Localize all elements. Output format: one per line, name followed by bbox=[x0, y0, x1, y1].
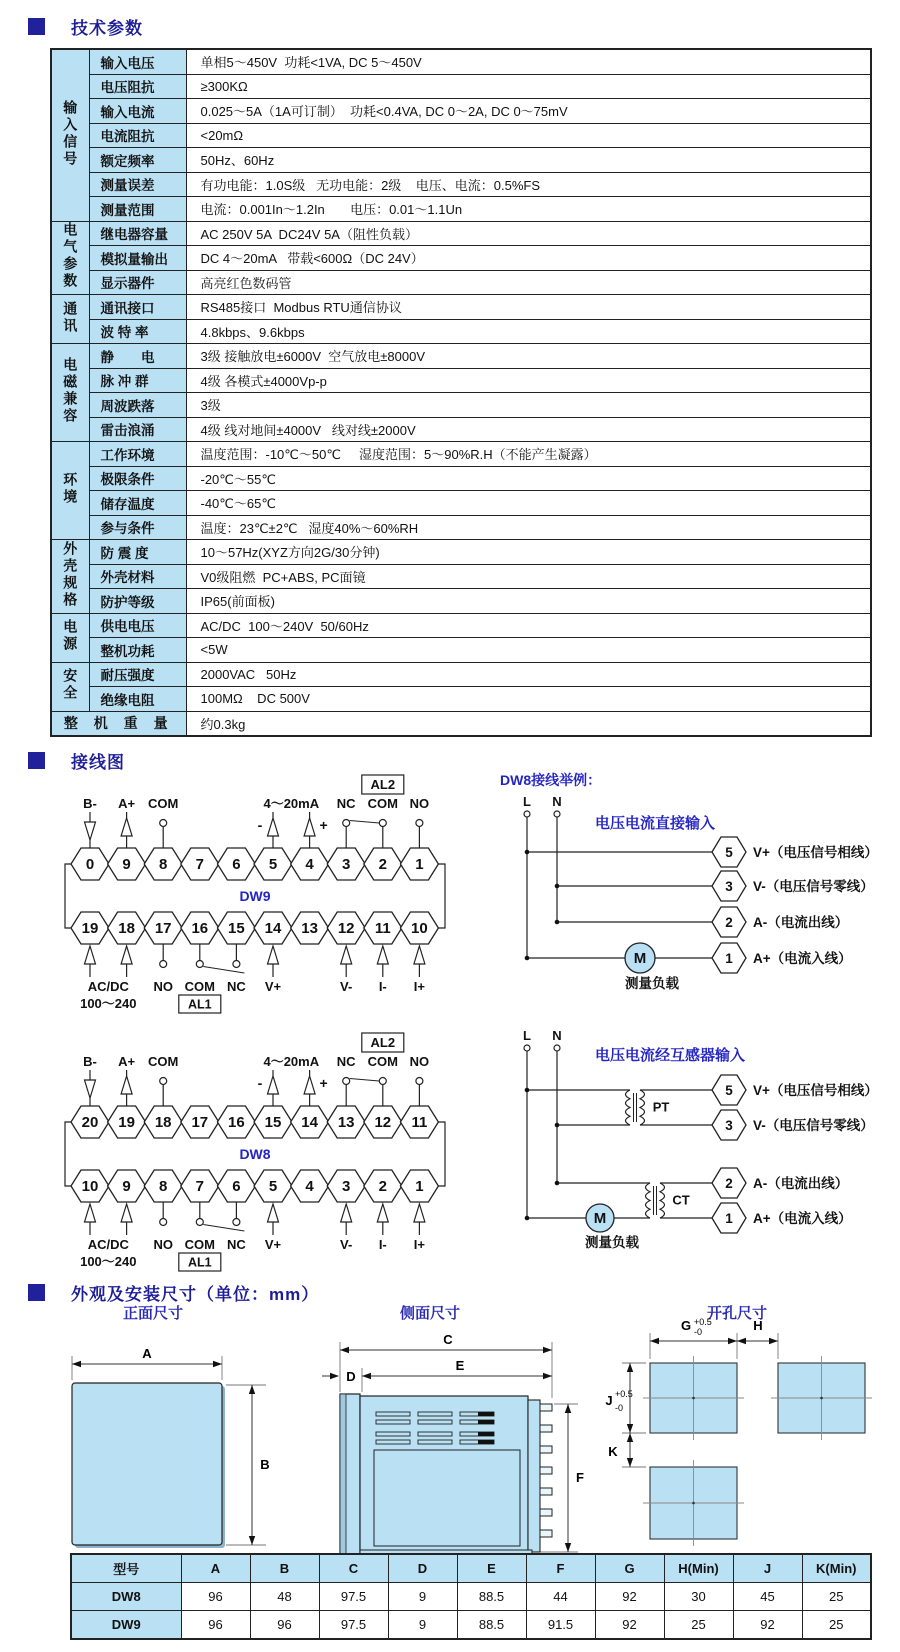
spec-value: ≥300KΩ bbox=[186, 74, 871, 99]
wiring-label: 16 bbox=[228, 1114, 245, 1131]
dim-letter-d: D bbox=[346, 1369, 356, 1384]
side-view-subtitle: 侧面尺寸 bbox=[399, 1305, 460, 1322]
spec-value: 单相5～450V 功耗<1VA, DC 5～450V bbox=[186, 49, 871, 74]
wiring-label: V- bbox=[340, 1237, 353, 1252]
wiring-label: 2 bbox=[378, 1178, 387, 1195]
dim-letter-c: C bbox=[443, 1332, 453, 1347]
spec-label: 绝缘电阻 bbox=[89, 687, 186, 712]
dim-tol-top: +0.5 bbox=[694, 1317, 712, 1327]
section-title: 接线图 bbox=[71, 753, 125, 772]
wiring-label: A-（电流出线） bbox=[753, 915, 849, 930]
wiring-label: 17 bbox=[191, 1114, 209, 1131]
spec-row bbox=[51, 319, 871, 344]
spec-value: -40℃～65℃ bbox=[186, 491, 871, 516]
wiring-label: M bbox=[593, 1210, 607, 1227]
wiring-label: A+ bbox=[118, 1054, 136, 1069]
wiring-label: 5 bbox=[268, 856, 278, 873]
wiring-label: 100～240 bbox=[80, 1254, 137, 1269]
cutout-rects bbox=[650, 1363, 865, 1539]
spec-table bbox=[50, 48, 872, 737]
wiring-label: 1 bbox=[725, 951, 733, 966]
dim-tol-top: +0.5 bbox=[615, 1389, 633, 1399]
wiring-label: NC bbox=[227, 979, 246, 994]
spec-value: V0级阻燃 PC+ABS, PC面镜 bbox=[186, 564, 871, 589]
dimension-table-el bbox=[70, 1553, 872, 1640]
dim-header-cell: J bbox=[733, 1554, 802, 1583]
wiring-label: 4～20mA bbox=[263, 796, 320, 811]
wiring-label: 2 bbox=[378, 856, 387, 873]
section-header-wiring bbox=[28, 748, 125, 773]
wiring-label: 9 bbox=[122, 1178, 131, 1195]
wiring-label: I+ bbox=[413, 979, 426, 994]
spec-value: <20mΩ bbox=[186, 123, 871, 148]
spec-category: 电磁兼容 bbox=[51, 344, 89, 442]
spec-label: 雷击浪涌 bbox=[89, 417, 186, 442]
wiring-label: 1 bbox=[415, 856, 424, 873]
wiring-label: 10 bbox=[411, 920, 428, 937]
wiring-label: A+ bbox=[118, 796, 136, 811]
wiring-label: 3 bbox=[725, 879, 733, 894]
dim-header-cell: A bbox=[181, 1554, 250, 1583]
spec-value: -20℃～55℃ bbox=[186, 466, 871, 491]
dim-data-row bbox=[71, 1611, 871, 1640]
wiring-label: 19 bbox=[118, 1114, 135, 1131]
spec-row bbox=[51, 197, 871, 222]
dim-letter-h: H bbox=[753, 1318, 763, 1333]
wiring-label: I- bbox=[378, 1237, 387, 1252]
spec-value: AC/DC 100～240V 50/60Hz bbox=[186, 613, 871, 638]
dim-header-cell: 型号 bbox=[71, 1554, 181, 1583]
spec-label: 工作环境 bbox=[89, 442, 186, 467]
dim-tol-bottom: -0 bbox=[694, 1327, 703, 1337]
wiring-label: 16 bbox=[191, 920, 209, 937]
terminal-spine bbox=[528, 1400, 540, 1552]
wiring-label: V+（电压信号相线） bbox=[753, 845, 878, 860]
spec-row bbox=[51, 540, 871, 565]
wiring-label: AL1 bbox=[187, 1255, 212, 1270]
spec-value: 100MΩ DC 500V bbox=[186, 687, 871, 712]
wiring-label: 1 bbox=[415, 1178, 424, 1195]
front-view-subtitle: 正面尺寸 bbox=[122, 1305, 183, 1322]
dim-header-cell: E bbox=[457, 1554, 526, 1583]
dim-value-cell: 92 bbox=[733, 1611, 802, 1640]
wiring-label: 测量负载 bbox=[585, 1235, 639, 1250]
spec-label: 防 震 度 bbox=[89, 540, 186, 565]
wiring-label: V+ bbox=[264, 979, 282, 994]
wiring-label: - bbox=[257, 1075, 263, 1091]
wiring-label: 1 bbox=[725, 1211, 733, 1226]
terminal-pins bbox=[540, 1404, 552, 1537]
wiring-label: NO bbox=[409, 1054, 430, 1069]
dim-letter-a: A bbox=[142, 1346, 152, 1361]
spec-value: 约0.3kg bbox=[186, 711, 871, 736]
wiring-label: V+ bbox=[264, 1237, 282, 1252]
wiring-label: A+（电流入线） bbox=[753, 951, 852, 966]
wiring-label: A-（电流出线） bbox=[753, 1176, 849, 1191]
wiring-label: 100～240 bbox=[80, 996, 137, 1011]
wiring-label: 11 bbox=[411, 1114, 428, 1131]
wiring-label: 5 bbox=[725, 845, 733, 860]
wiring-label: V-（电压信号零线） bbox=[753, 1118, 874, 1133]
dimension-table bbox=[70, 1553, 872, 1640]
spec-row bbox=[51, 368, 871, 393]
dw9-terminal-diagram bbox=[55, 772, 455, 1016]
wiring-label: AC/DC bbox=[87, 979, 129, 994]
spec-label: 整机功耗 bbox=[89, 638, 186, 663]
dim-value-cell: 96 bbox=[181, 1611, 250, 1640]
wiring-label: 9 bbox=[122, 856, 131, 873]
spec-label: 脉 冲 群 bbox=[89, 368, 186, 393]
spec-row bbox=[51, 491, 871, 516]
dim-data-row bbox=[71, 1583, 871, 1611]
section-bullet-icon bbox=[28, 752, 45, 769]
spec-row bbox=[51, 148, 871, 173]
spec-value: AC 250V 5A DC24V 5A（阻性负载） bbox=[186, 221, 871, 246]
side-view-drawing bbox=[320, 1328, 600, 1563]
wiring-label: NO bbox=[153, 979, 173, 994]
wiring-label: NC bbox=[336, 796, 356, 811]
spec-row bbox=[51, 49, 871, 74]
wiring-example-transformer bbox=[505, 1015, 895, 1250]
dim-value-cell: 25 bbox=[802, 1583, 871, 1611]
spec-label: 继电器容量 bbox=[89, 221, 186, 246]
spec-row bbox=[51, 123, 871, 148]
spec-value: 10～57Hz(XYZ方向2G/30分钟) bbox=[186, 540, 871, 565]
wiring-label: DW9 bbox=[239, 888, 271, 904]
spec-category: 安全 bbox=[51, 662, 89, 711]
side-bezel-edge bbox=[340, 1394, 346, 1558]
dim-value-cell: 9 bbox=[388, 1583, 457, 1611]
section-bullet-icon bbox=[28, 1284, 45, 1301]
wiring-label: 4 bbox=[305, 1178, 314, 1195]
wiring-label: COM bbox=[148, 1054, 179, 1069]
dim-header-cell: B bbox=[250, 1554, 319, 1583]
wiring-label: 电压电流经互感器输入 bbox=[594, 1047, 746, 1064]
wiring-label: 测量负载 bbox=[625, 976, 679, 991]
wiring-label: 19 bbox=[81, 920, 99, 937]
spec-value: 4级 各模式±4000Vp-p bbox=[186, 368, 871, 393]
spec-row bbox=[51, 74, 871, 99]
dim-value-cell: 97.5 bbox=[319, 1583, 388, 1611]
spec-category: 输入信号 bbox=[51, 49, 89, 221]
spec-value: 3级 接触放电±6000V 空气放电±8000V bbox=[186, 344, 871, 369]
wiring-label: NO bbox=[409, 796, 430, 811]
wiring-label: 3 bbox=[342, 1178, 351, 1195]
spec-label: 防护等级 bbox=[89, 589, 186, 614]
wiring-label: V+（电压信号相线） bbox=[753, 1083, 878, 1098]
spec-row bbox=[51, 99, 871, 124]
wiring-label: 3 bbox=[342, 856, 351, 873]
wiring-label: A+（电流入线） bbox=[753, 1211, 852, 1226]
spec-value: 4.8kbps、9.6kbps bbox=[186, 319, 871, 344]
spec-value: 温度：23℃±2℃ 湿度40%～60%RH bbox=[186, 515, 871, 540]
spec-row bbox=[51, 466, 871, 491]
wiring-label: 2 bbox=[725, 1176, 733, 1191]
spec-value: <5W bbox=[186, 638, 871, 663]
wiring-label: PT bbox=[652, 1099, 670, 1115]
spec-value: 2000VAC 50Hz bbox=[186, 662, 871, 687]
wiring-label: M bbox=[633, 950, 647, 967]
wiring-label: V- bbox=[340, 979, 353, 994]
dim-letter-j: J bbox=[605, 1393, 613, 1408]
dim-header-cell: K(Min) bbox=[802, 1554, 871, 1583]
wiring-label: B- bbox=[83, 1054, 97, 1069]
spec-row bbox=[51, 417, 871, 442]
spec-label: 显示器件 bbox=[89, 270, 186, 295]
wiring-label: 5 bbox=[725, 1083, 733, 1098]
spec-label: 参与条件 bbox=[89, 515, 186, 540]
dim-header-cell: D bbox=[388, 1554, 457, 1583]
spec-label: 测量误差 bbox=[89, 172, 186, 197]
spec-label: 输入电流 bbox=[89, 99, 186, 124]
dim-letter-k: K bbox=[608, 1444, 618, 1459]
wiring-label: 13 bbox=[301, 920, 318, 937]
dim-letter-f: F bbox=[576, 1470, 584, 1485]
spec-value: 3级 bbox=[186, 393, 871, 418]
dim-value-cell: 9 bbox=[388, 1611, 457, 1640]
dim-value-cell: 96 bbox=[181, 1583, 250, 1611]
dim-header-cell: H(Min) bbox=[664, 1554, 733, 1583]
wiring-label: COM bbox=[148, 796, 179, 811]
spec-value: DC 4～20mA 带载<600Ω（DC 24V） bbox=[186, 246, 871, 271]
wiring-label: 5 bbox=[268, 1178, 278, 1195]
wiring-label: 6 bbox=[232, 1178, 241, 1195]
wiring-label: 6 bbox=[232, 856, 241, 873]
wiring-label: 15 bbox=[264, 1114, 282, 1131]
spec-label: 极限条件 bbox=[89, 466, 186, 491]
wiring-label: - bbox=[257, 817, 263, 833]
dim-header-cell: G bbox=[595, 1554, 664, 1583]
spec-label: 整 机 重 量 bbox=[51, 711, 186, 736]
spec-row bbox=[51, 515, 871, 540]
dim-value-cell: 96 bbox=[250, 1611, 319, 1640]
spec-value: 4级 线对地间±4000V 线对线±2000V bbox=[186, 417, 871, 442]
dim-value-cell: 45 bbox=[733, 1583, 802, 1611]
wiring-label: 12 bbox=[337, 920, 355, 937]
wiring-label: AC/DC bbox=[87, 1237, 129, 1252]
wiring-label: L bbox=[523, 1028, 531, 1043]
wiring-label: COM bbox=[184, 1237, 215, 1252]
wiring-label: B- bbox=[83, 796, 97, 811]
wiring-label: 18 bbox=[154, 1114, 172, 1131]
cutout-drawing bbox=[600, 1315, 890, 1555]
spec-row bbox=[51, 638, 871, 663]
front-panel bbox=[72, 1383, 222, 1545]
spec-row bbox=[51, 344, 871, 369]
wiring-label: N bbox=[552, 794, 562, 809]
wiring-label: 15 bbox=[228, 920, 245, 937]
wiring-label: COM bbox=[367, 1054, 398, 1069]
section-header-specs bbox=[28, 14, 143, 39]
section-title: 外观及安装尺寸（单位：mm） bbox=[71, 1285, 320, 1304]
section-title: 技术参数 bbox=[71, 19, 143, 38]
dim-value-cell: 92 bbox=[595, 1583, 664, 1611]
spec-label: 静 电 bbox=[89, 344, 186, 369]
dim-value-cell: 88.5 bbox=[457, 1611, 526, 1640]
wiring-label: 13 bbox=[337, 1114, 355, 1131]
section-bullet-icon bbox=[28, 18, 45, 35]
spec-value: 温度范围：-10℃～50℃ 湿度范围：5～90%R.H（不能产生凝露） bbox=[186, 442, 871, 467]
wiring-label: 2 bbox=[725, 915, 733, 930]
dim-header-cell: C bbox=[319, 1554, 388, 1583]
wiring-label: AL1 bbox=[187, 997, 212, 1012]
spec-row bbox=[51, 442, 871, 467]
spec-row bbox=[51, 564, 871, 589]
spec-row bbox=[51, 393, 871, 418]
spec-label: 电流阻抗 bbox=[89, 123, 186, 148]
dim-value-cell: 88.5 bbox=[457, 1583, 526, 1611]
dim-value-cell: 25 bbox=[802, 1611, 871, 1640]
wiring-label: 8 bbox=[159, 1178, 168, 1195]
dw8-terminal-diagram bbox=[55, 1030, 455, 1274]
spec-row bbox=[51, 172, 871, 197]
wiring-label: 10 bbox=[81, 1178, 99, 1195]
dim-value-cell: 92 bbox=[595, 1611, 664, 1640]
wiring-label: NO bbox=[153, 1237, 173, 1252]
wiring-label: 11 bbox=[374, 920, 391, 937]
spec-label: 输入电压 bbox=[89, 49, 186, 74]
cutout-subtitle: 开孔尺寸 bbox=[706, 1305, 767, 1322]
dim-model-cell: DW8 bbox=[71, 1583, 181, 1611]
dim-tol-bottom: -0 bbox=[615, 1403, 624, 1413]
spec-label: 周波跌落 bbox=[89, 393, 186, 418]
spec-row bbox=[51, 662, 871, 687]
spec-category: 通讯 bbox=[51, 295, 89, 344]
dim-value-cell: 25 bbox=[664, 1611, 733, 1640]
wiring-label: 3 bbox=[725, 1118, 733, 1133]
spec-row bbox=[51, 613, 871, 638]
wiring-label: 4～20mA bbox=[263, 1054, 320, 1069]
wiring-label: 8 bbox=[159, 856, 168, 873]
wiring-label: AL2 bbox=[370, 1035, 396, 1050]
wiring-label: CT bbox=[672, 1192, 690, 1208]
spec-value: 50Hz、60Hz bbox=[186, 148, 871, 173]
dim-value-cell: 97.5 bbox=[319, 1611, 388, 1640]
spec-row bbox=[51, 589, 871, 614]
spec-label: 供电电压 bbox=[89, 613, 186, 638]
spec-label: 波 特 率 bbox=[89, 319, 186, 344]
spec-value: 电流：0.001In～1.2In 电压：0.01～1.1Un bbox=[186, 197, 871, 222]
wiring-label: 电压电流直接输入 bbox=[594, 815, 716, 832]
spec-category: 电气参数 bbox=[51, 221, 89, 295]
wiring-example-heading: DW8接线举例： bbox=[500, 772, 602, 788]
spec-label: 模拟量输出 bbox=[89, 246, 186, 271]
spec-category: 环境 bbox=[51, 442, 89, 540]
spec-value: 高亮红色数码管 bbox=[186, 270, 871, 295]
spec-value: 有功电能：1.0S级 无功电能：2级 电压、电流：0.5%FS bbox=[186, 172, 871, 197]
wiring-label: + bbox=[319, 1075, 328, 1091]
dim-letter-g: G bbox=[680, 1318, 692, 1333]
wiring-label: 17 bbox=[154, 920, 172, 937]
wiring-label: N bbox=[552, 1028, 562, 1043]
wiring-label: 18 bbox=[118, 920, 135, 937]
wiring-label: COM bbox=[367, 796, 398, 811]
wiring-label: 0 bbox=[85, 856, 95, 873]
dim-header-row bbox=[71, 1554, 871, 1583]
wiring-label: 7 bbox=[195, 856, 204, 873]
dim-value-cell: 30 bbox=[664, 1583, 733, 1611]
wiring-example-direct bbox=[505, 792, 895, 1010]
wiring-label: AL2 bbox=[370, 777, 396, 792]
side-body bbox=[360, 1396, 528, 1552]
spec-row bbox=[51, 270, 871, 295]
dim-letter-b: B bbox=[260, 1457, 270, 1472]
wiring-label: 4 bbox=[305, 856, 314, 873]
wiring-label: 7 bbox=[195, 1178, 204, 1195]
spec-label: 额定频率 bbox=[89, 148, 186, 173]
wiring-label: L bbox=[523, 794, 531, 809]
spec-label: 通讯接口 bbox=[89, 295, 186, 320]
spec-value: IP65(前面板) bbox=[186, 589, 871, 614]
spec-value: RS485接口 Modbus RTU通信协议 bbox=[186, 295, 871, 320]
wiring-label: DW8 bbox=[239, 1146, 271, 1162]
wiring-label: 14 bbox=[301, 1114, 318, 1131]
front-view-drawing bbox=[40, 1328, 290, 1556]
spec-row bbox=[51, 246, 871, 271]
wiring-label: I- bbox=[378, 979, 387, 994]
spec-label: 电压阻抗 bbox=[89, 74, 186, 99]
wiring-label: I+ bbox=[413, 1237, 426, 1252]
dim-model-cell: DW9 bbox=[71, 1611, 181, 1640]
spec-category: 电源 bbox=[51, 613, 89, 662]
dim-value-cell: 91.5 bbox=[526, 1611, 595, 1640]
wiring-label: NC bbox=[227, 1237, 246, 1252]
wiring-label: 14 bbox=[264, 920, 282, 937]
wiring-label: 20 bbox=[81, 1114, 99, 1131]
spec-label: 储存温度 bbox=[89, 491, 186, 516]
dim-value-cell: 48 bbox=[250, 1583, 319, 1611]
spec-category: 外壳规格 bbox=[51, 540, 89, 614]
spec-row bbox=[51, 687, 871, 712]
wiring-label: + bbox=[319, 817, 328, 833]
spec-label: 耐压强度 bbox=[89, 662, 186, 687]
dim-letter-e: E bbox=[455, 1358, 465, 1373]
spec-row-weight bbox=[51, 711, 871, 736]
spec-label: 外壳材料 bbox=[89, 564, 186, 589]
wiring-label: 12 bbox=[374, 1114, 392, 1131]
spec-label: 测量范围 bbox=[89, 197, 186, 222]
spec-row bbox=[51, 295, 871, 320]
dim-value-cell: 44 bbox=[526, 1583, 595, 1611]
spec-row bbox=[51, 221, 871, 246]
wiring-label: NC bbox=[336, 1054, 356, 1069]
dim-header-cell: F bbox=[526, 1554, 595, 1583]
wiring-label: V-（电压信号零线） bbox=[753, 879, 874, 894]
spec-value: 0.025～5A（1A可订制） 功耗<0.4VA, DC 0～2A, DC 0～75mV bbox=[186, 99, 871, 124]
wiring-label: COM bbox=[184, 979, 215, 994]
spec-table-el bbox=[50, 48, 872, 737]
